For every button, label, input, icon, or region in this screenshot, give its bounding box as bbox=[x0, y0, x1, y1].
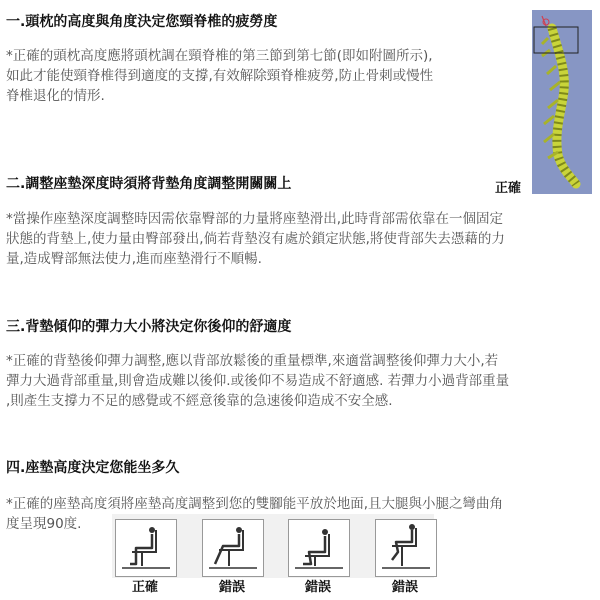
section-3-text bbox=[6, 351, 509, 411]
posture-wrong-icon bbox=[203, 520, 263, 576]
section-2-heading: 二.調整座墊深度時須將背墊角度調整開關關上 bbox=[6, 176, 292, 192]
section-1-text bbox=[6, 46, 433, 106]
section-4-line-2: 度呈現90度. bbox=[6, 516, 82, 532]
section-2-line-2: 狀態的背墊上,使力量由臀部發出,倘若背墊沒有處於鎖定狀態,將使背部失去憑藉的力 bbox=[6, 231, 505, 247]
spine-label: 正確 bbox=[495, 181, 522, 196]
posture-card-3 bbox=[288, 519, 350, 577]
posture-card-1 bbox=[115, 519, 177, 577]
posture-label-2: 錯誤 bbox=[218, 580, 245, 595]
section-3-line-2: 彈力大過背部重量,則會造成難以後仰.或後仰不易造成不舒適感. 若彈力小過背部重量 bbox=[6, 373, 510, 389]
posture-correct-icon bbox=[116, 520, 176, 576]
posture-label-4: 錯誤 bbox=[391, 580, 418, 595]
section-3-line-3: ,則產生支撐力不足的感覺或不經意後靠的急速後仰造成不安全感. bbox=[6, 393, 393, 409]
section-4-heading: 四.座墊高度決定您能坐多久 bbox=[6, 460, 180, 476]
section-2-line-3: 量,造成臀部無法使力,進而座墊滑行不順暢. bbox=[6, 251, 262, 267]
posture-label-1: 正確 bbox=[131, 580, 158, 595]
section-3-line-1: *正確的背墊後仰彈力調整,應以背部放鬆後的重量標準,來適當調整後仰彈力大小,若 bbox=[6, 353, 499, 369]
posture-card-2 bbox=[202, 519, 264, 577]
section-2-line-1: *當操作座墊深度調整時因需依靠臀部的力量將座墊滑出,此時背部需依靠在一個固定 bbox=[6, 211, 504, 227]
spine-icon bbox=[532, 10, 592, 194]
section-3-heading: 三.背墊傾仰的彈力大小將決定你後仰的舒適度 bbox=[6, 319, 292, 335]
section-4-line-1: *正確的座墊高度須將座墊高度調整到您的雙腳能平放於地面,且大腿與小腿之彎曲角 bbox=[6, 496, 504, 512]
posture-wrong-icon bbox=[289, 520, 349, 576]
section-1-line-3: 脊椎退化的情形. bbox=[6, 88, 105, 104]
section-1-line-2: 如此才能使頸脊椎得到適度的支撐,有效解除頸脊椎疲勞,防止骨刺或慢性 bbox=[6, 68, 434, 84]
posture-card-4 bbox=[375, 519, 437, 577]
posture-label-3: 錯誤 bbox=[304, 580, 331, 595]
section-2-text bbox=[6, 209, 505, 269]
section-1-heading: 一.頭枕的高度與角度決定您頸脊椎的疲勞度 bbox=[6, 14, 278, 30]
posture-wrong-icon bbox=[376, 520, 436, 576]
spine-image bbox=[532, 10, 592, 194]
section-1-line-1: *正確的頭枕高度應將頭枕調在頸脊椎的第三節到第七節(即如附圖所示), bbox=[6, 48, 433, 64]
